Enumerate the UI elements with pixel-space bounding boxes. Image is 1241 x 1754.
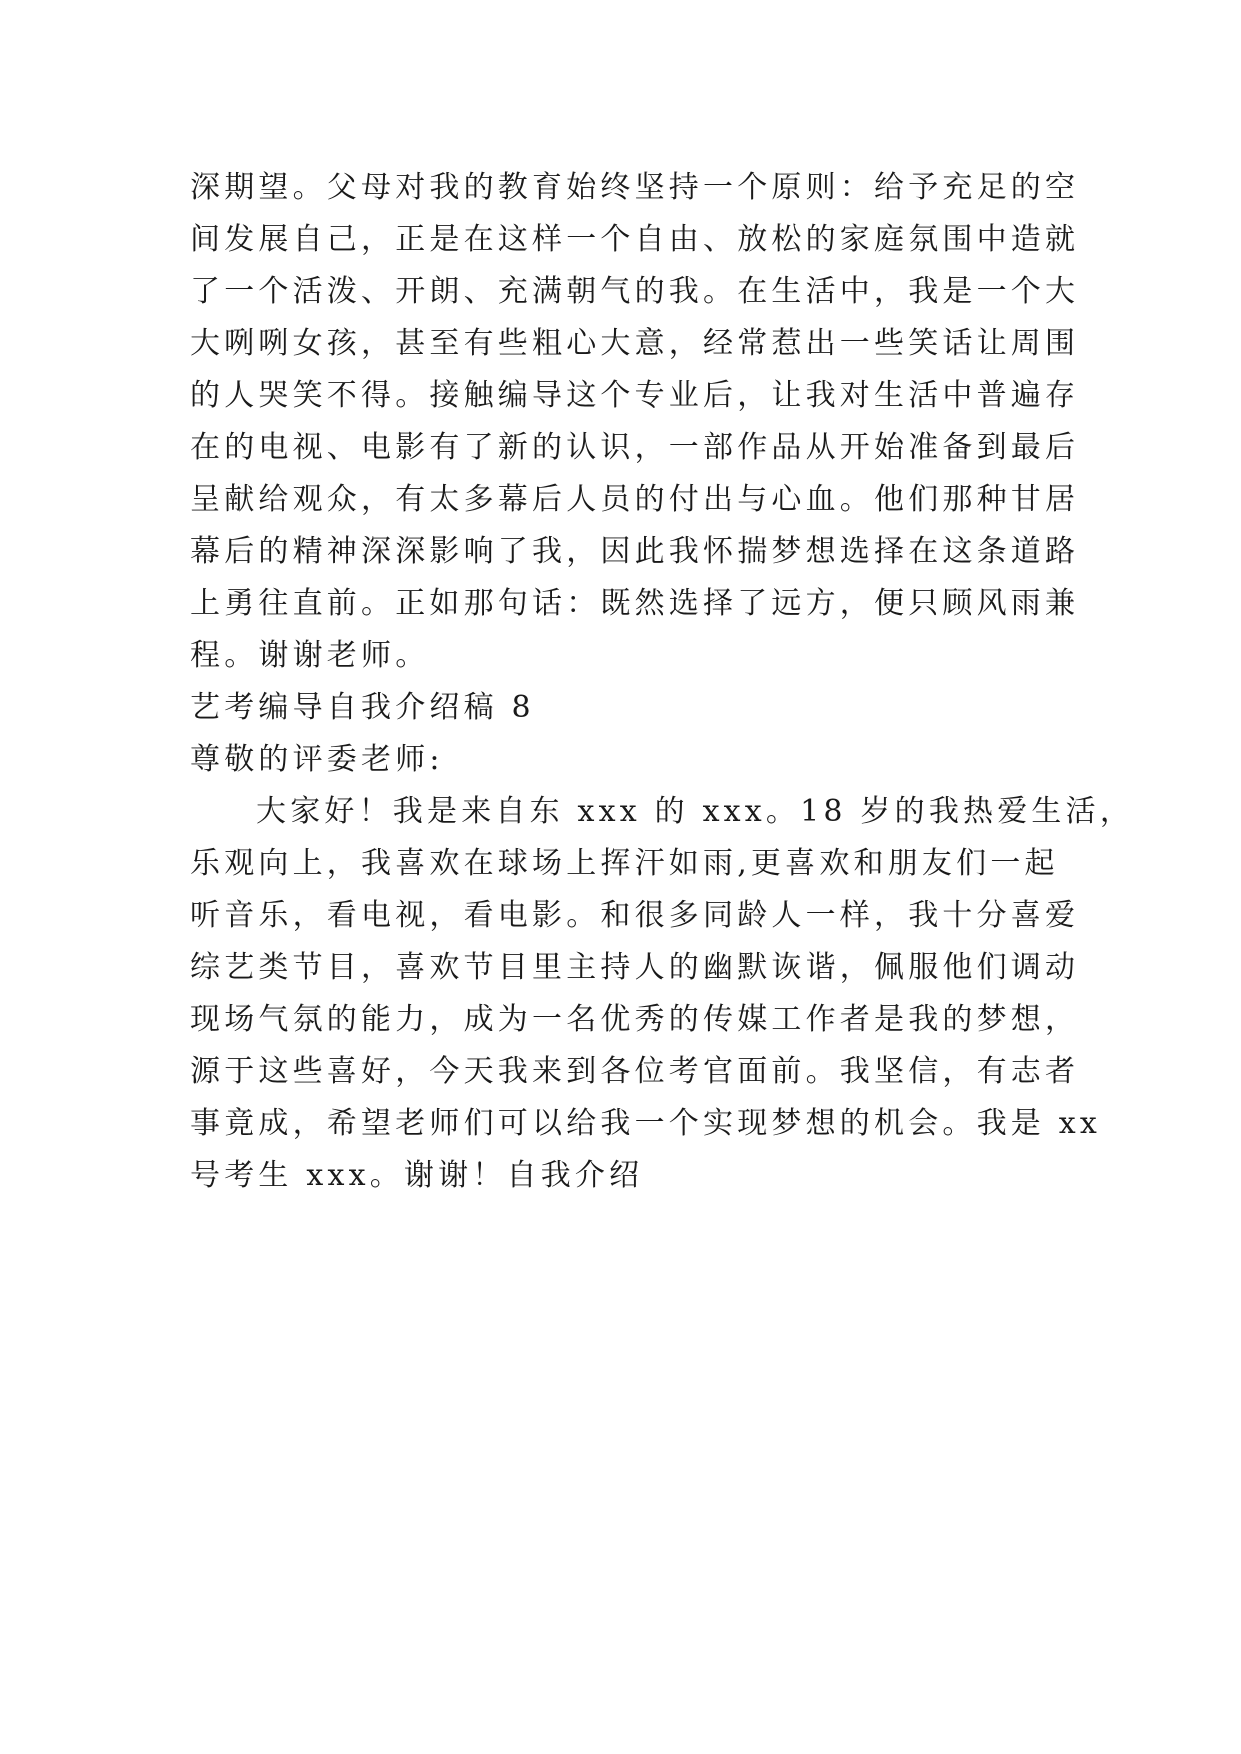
paragraph-continuation xyxy=(190,162,1080,682)
text-line: 乐观向上，我喜欢在球场上挥汗如雨,更喜欢和朋友们一起 xyxy=(190,846,1059,881)
text-line: 幕后的精神深深影响了我，因此我怀揣梦想选择在这条道路 xyxy=(190,534,1080,569)
text-line: 上勇往直前。正如那句话：既然选择了远方，便只顾风雨兼 xyxy=(190,586,1080,621)
text-line: 大家好！我是来自东 xxx 的 xxx。18 岁的我热爱生活， xyxy=(256,794,1135,829)
text-line: 大咧咧女孩，甚至有些粗心大意，经常惹出一些笑话让周围 xyxy=(190,326,1080,361)
text-line: 源于这些喜好，今天我来到各位考官面前。我坚信，有志者 xyxy=(190,1054,1080,1089)
paragraph-intro xyxy=(190,786,1135,1202)
text-line: 现场气氛的能力，成为一名优秀的传媒工作者是我的梦想， xyxy=(190,1002,1080,1037)
text-line: 了一个活泼、开朗、充满朝气的我。在生活中，我是一个大 xyxy=(190,274,1080,309)
section-title: 艺考编导自我介绍稿 8 xyxy=(190,690,535,725)
text-line: 的人哭笑不得。接触编导这个专业后，让我对生活中普遍存 xyxy=(190,378,1080,413)
text-line: 深期望。父母对我的教育始终坚持一个原则：给予充足的空 xyxy=(190,170,1080,205)
text-line: 综艺类节目，喜欢节目里主持人的幽默诙谐，佩服他们调动 xyxy=(190,950,1080,985)
text-line: 听音乐，看电视，看电影。和很多同龄人一样，我十分喜爱 xyxy=(190,898,1080,933)
text-line: 程。谢谢老师。 xyxy=(190,638,430,673)
text-line: 号考生 xxx。谢谢！自我介绍 xyxy=(190,1158,644,1193)
text-line: 间发展自己，正是在这样一个自由、放松的家庭氛围中造就 xyxy=(190,222,1080,257)
text-line: 呈献给观众，有太多幕后人员的付出与心血。他们那种甘居 xyxy=(190,482,1080,517)
salutation: 尊敬的评委老师: xyxy=(190,742,444,777)
document-body xyxy=(190,162,1135,1202)
text-line: 事竟成，希望老师们可以给我一个实现梦想的机会。我是 xx xyxy=(190,1106,1101,1141)
text-line: 在的电视、电影有了新的认识，一部作品从开始准备到最后 xyxy=(190,430,1080,465)
